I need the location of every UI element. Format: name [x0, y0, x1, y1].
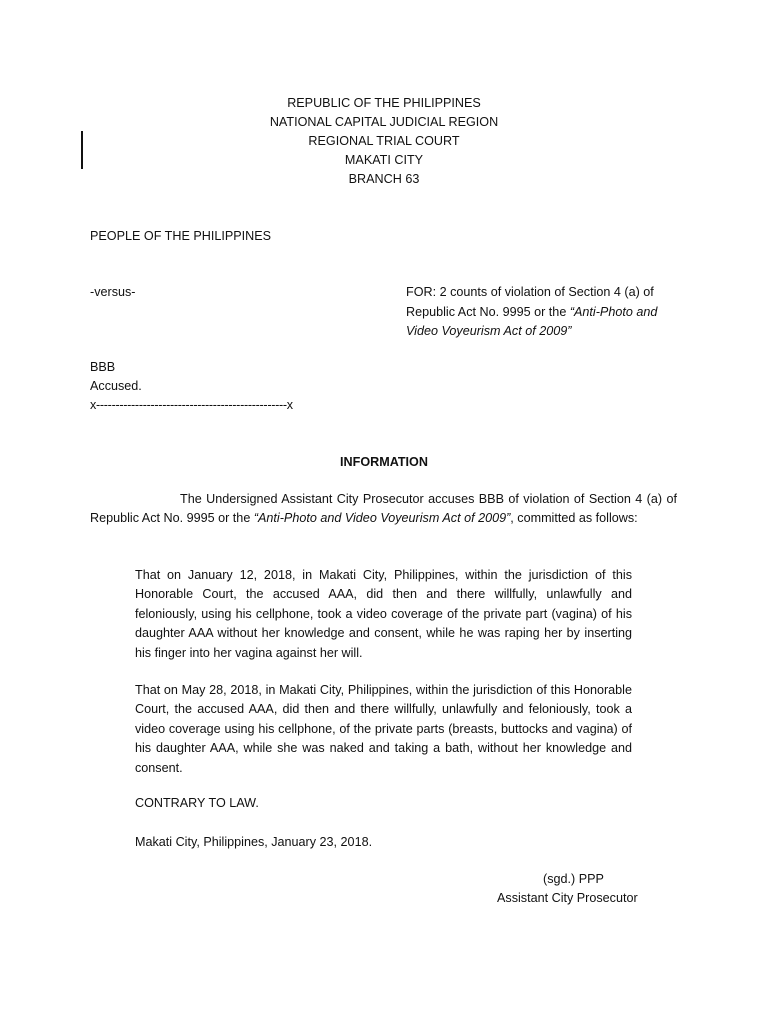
header-republic: REPUBLIC OF THE PHILIPPINES	[287, 96, 481, 110]
signatory-title: Assistant City Prosecutor	[497, 891, 638, 905]
charge-text: FOR: 2 counts of violation of Section 4 (a) of Republic Act No. 9995 or the	[406, 285, 654, 319]
document-title: INFORMATION	[340, 455, 428, 469]
intro-text-end: , committed as follows:	[510, 511, 638, 526]
charge-act-title: “Anti-Photo and Video Voyeurism Act of 2009”	[406, 304, 658, 338]
plaintiff-name: PEOPLE OF THE PHILIPPINES	[90, 229, 272, 243]
place-and-date: Makati City, Philippines, January 23, 2018.	[135, 835, 373, 849]
header-region: NATIONAL CAPITAL JUDICIAL REGION	[269, 115, 499, 129]
contrary-to-law: CONTRARY TO LAW.	[135, 796, 259, 810]
charge-description	[406, 283, 686, 342]
intro-text: The Undersigned Assistant City Prosecutor accuses BBB of violation of Section 4 (a) of Republic Act No. 9995 or the	[90, 492, 677, 526]
intro-paragraph	[90, 490, 677, 529]
accused-label: Accused.	[90, 379, 142, 393]
caption-separator: x-------------------------------------------------x	[90, 398, 293, 412]
count-two-paragraph: That on May 28, 2018, in Makati City, Philippines, within the jurisdiction of this Honorable Court, the accused AAA, did then and there willfully, unlawfully and feloniously, took a video coverage using his cellphone, of the private parts (breasts, buttocks and vagina) of his daughter AAA, while she was naked and taking a bath, without her knowledge and consent.	[135, 683, 632, 775]
count-one-paragraph: That on January 12, 2018, in Makati City, Philippines, within the jurisdiction of this Honorable Court, the accused AAA, did then and there willfully, unlawfully and feloniously, using his cellphone, took a video coverage of the private part (vagina) of his daughter AAA without her knowledge and consent, while he was raping her by inserting his finger into her vagina against her will.	[135, 568, 632, 660]
intro-act-title: “Anti-Photo and Video Voyeurism Act of 2009”	[253, 511, 511, 526]
header-court: REGIONAL TRIAL COURT	[308, 134, 460, 148]
header-branch: BRANCH 63	[348, 172, 420, 186]
header-city: MAKATI CITY	[344, 153, 424, 167]
signatory-name: (sgd.) PPP	[543, 872, 604, 886]
versus-label: -versus-	[90, 285, 136, 299]
accused-name: BBB	[90, 360, 116, 374]
